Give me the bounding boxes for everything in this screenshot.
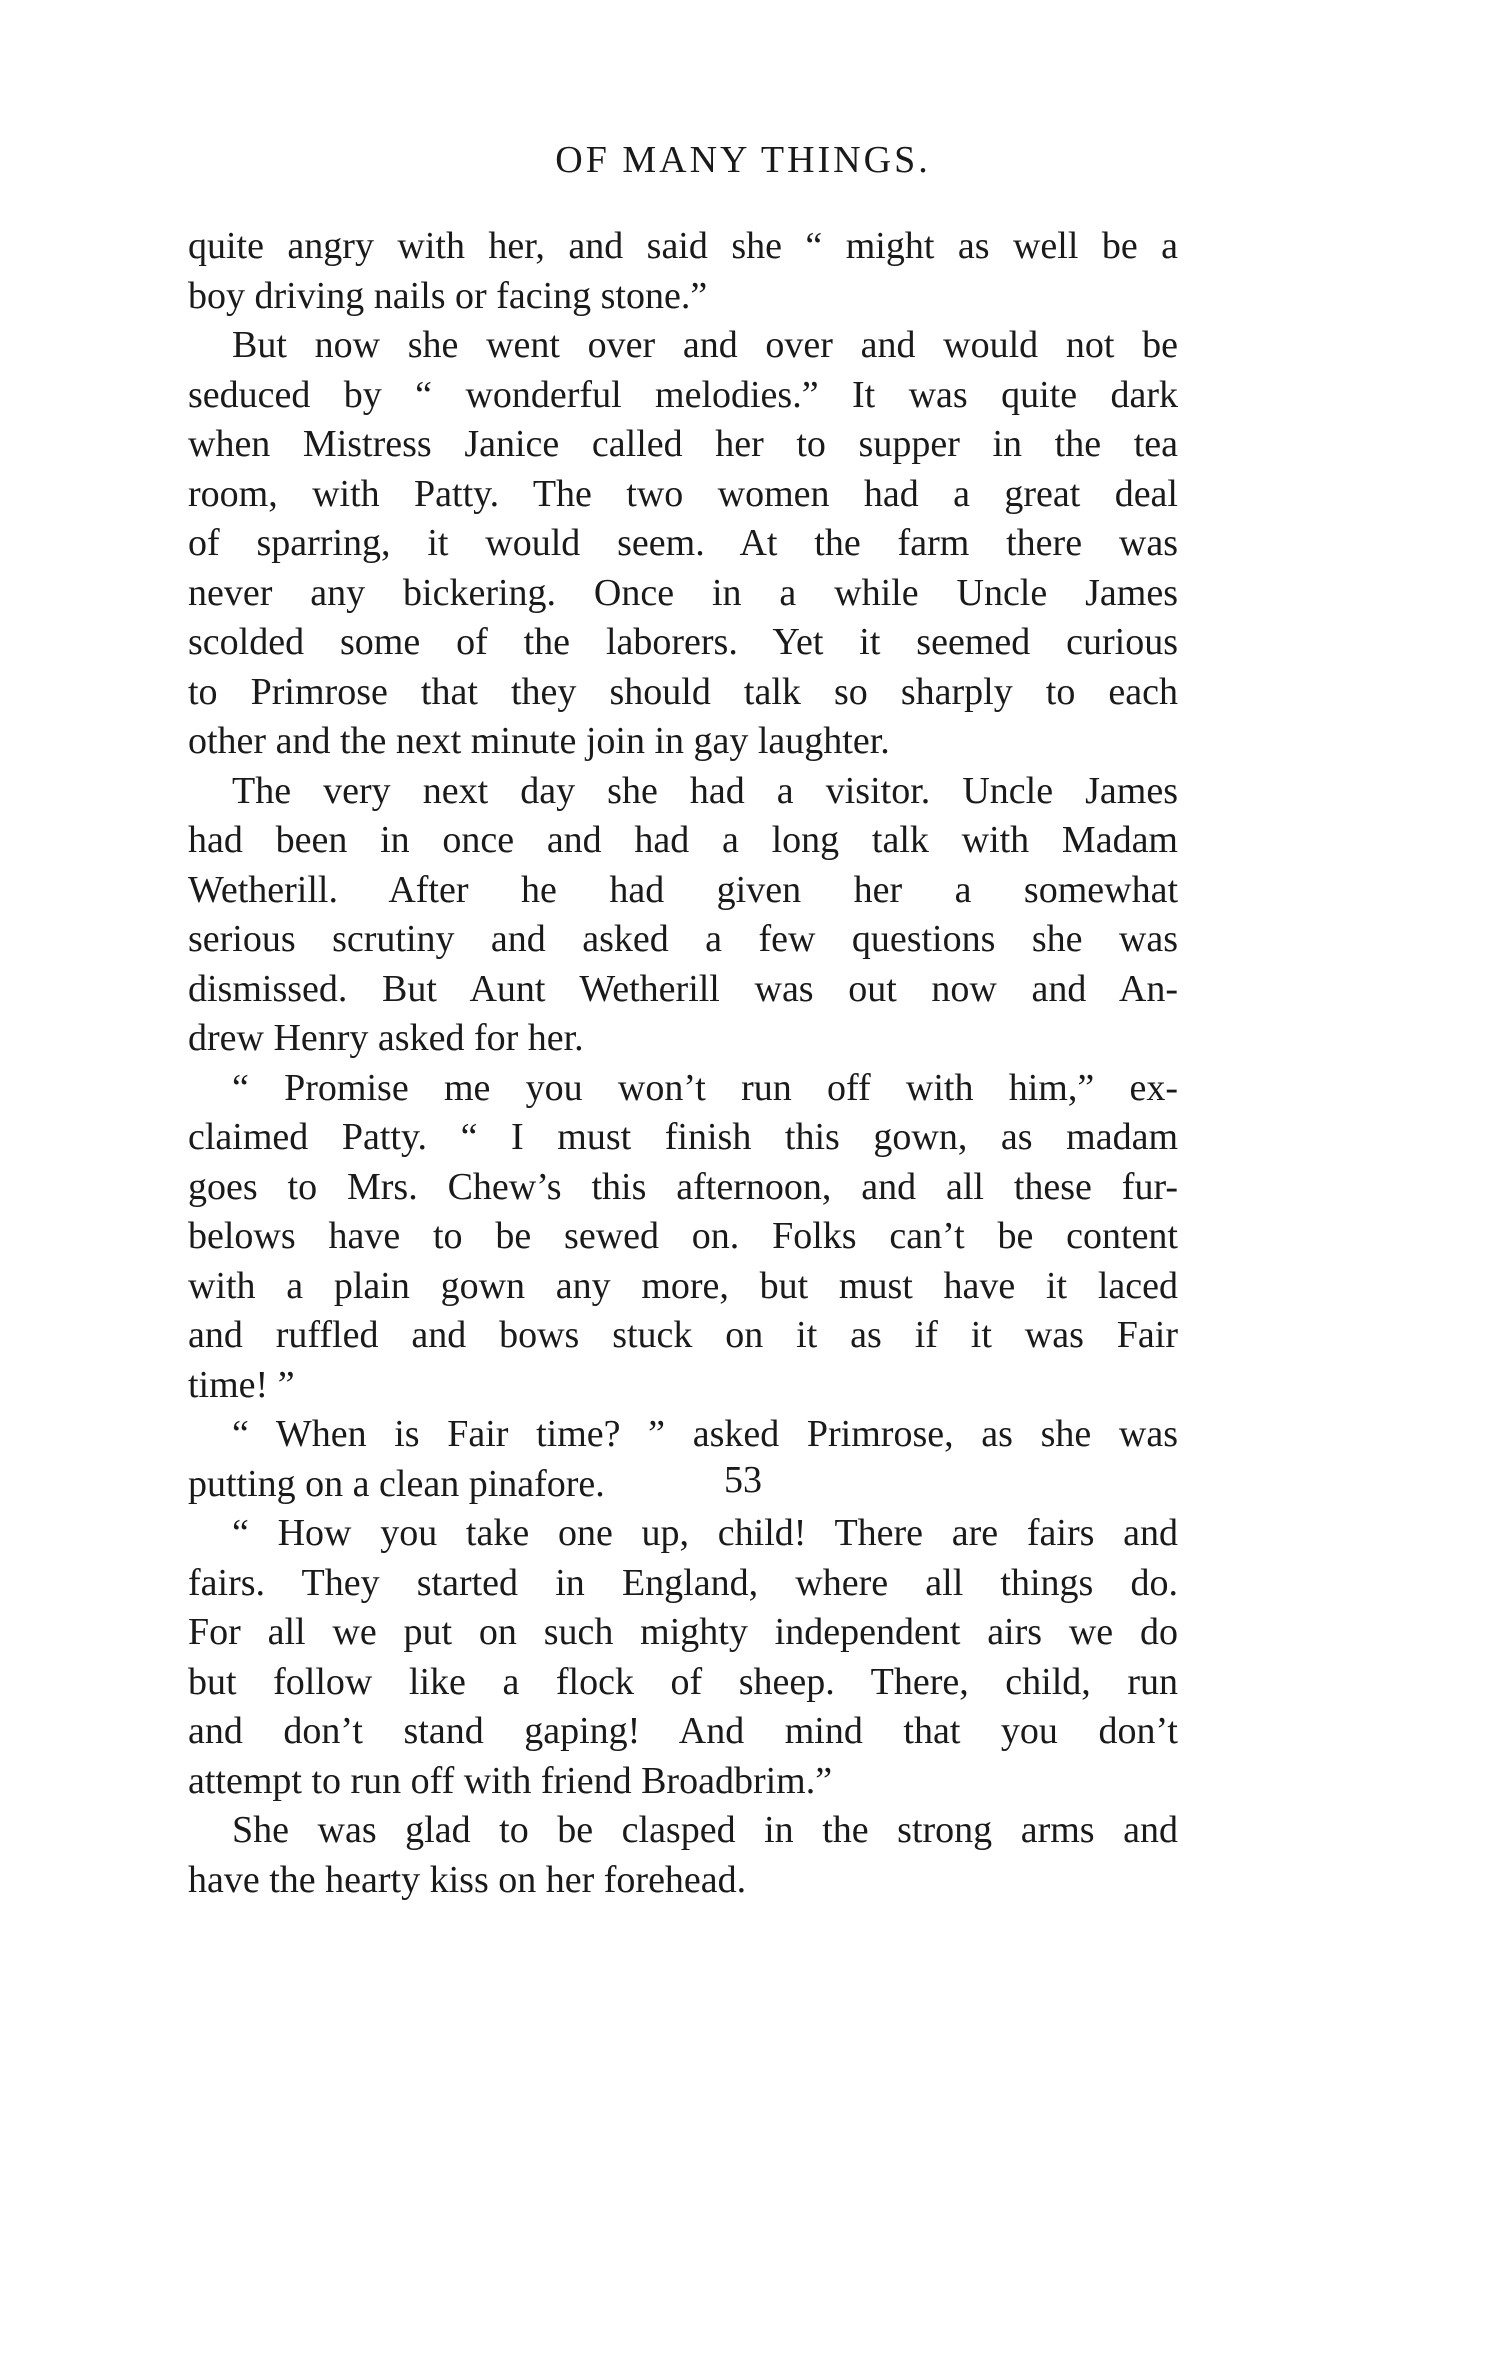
text-line: drew Henry asked for her. xyxy=(188,1017,584,1059)
paragraph xyxy=(188,222,1178,321)
text-line: seduced by “ wonderful melodies.” It was quite dark xyxy=(188,373,1178,416)
text-line: Wetherill. After he had given her a somewhat xyxy=(188,868,1178,911)
text-line: dismissed. But Aunt Wetherill was out now and An- xyxy=(188,967,1178,1010)
text-line: For all we put on such mighty independent airs we do xyxy=(188,1611,1178,1653)
text-line: scolded some of the laborers. Yet it seemed curious xyxy=(188,621,1178,663)
paragraph xyxy=(188,1064,1178,1411)
text-line: serious scrutiny and asked a few questions she was xyxy=(188,918,1178,960)
paragraph xyxy=(188,767,1178,1064)
text-line: other and the next minute join in gay laughter. xyxy=(188,720,890,762)
text-line: to Primrose that they should talk so sharply to each xyxy=(188,670,1178,713)
paragraph xyxy=(188,321,1178,767)
text-line: “ How you take one up, child! There are fairs and xyxy=(232,1512,1178,1554)
text-line: and ruffled and bows stuck on it as if it was Fair xyxy=(188,1314,1178,1356)
body-text xyxy=(188,222,1178,1905)
text-line: “ Promise me you won’t run off with him,” ex- xyxy=(232,1066,1178,1109)
text-line: putting on a clean pinafore. xyxy=(188,1462,605,1505)
text-line: The very next day she had a visitor. Uncle James xyxy=(232,769,1178,812)
page-number: 53 xyxy=(724,1459,762,1501)
text-line: of sparring, it would seem. At the farm there was xyxy=(188,522,1178,564)
text-line: goes to Mrs. Chew’s this afternoon, and all these fur- xyxy=(188,1165,1178,1208)
text-line: had been in once and had a long talk with Madam xyxy=(188,819,1178,861)
text-line: attempt to run off with friend Broadbrim.” xyxy=(188,1759,833,1802)
text-line: claimed Patty. “ I must finish this gown, as madam xyxy=(188,1116,1178,1158)
text-line: but follow like a flock of sheep. There, child, run xyxy=(188,1660,1178,1703)
text-line: when Mistress Janice called her to supper in the tea xyxy=(188,423,1178,465)
text-line: But now she went over and over and would not be xyxy=(232,324,1178,366)
text-line: quite angry with her, and said she “ might as well be a xyxy=(188,225,1178,267)
paragraph xyxy=(188,1509,1178,1806)
text-line: belows have to be sewed on. Folks can’t be content xyxy=(188,1215,1178,1257)
text-line: “ When is Fair time? ” asked Primrose, as she was xyxy=(232,1413,1178,1455)
text-line: boy driving nails or facing stone.” xyxy=(188,274,708,317)
paragraph xyxy=(188,1806,1178,1905)
text-line: and don’t stand gaping! And mind that you don’t xyxy=(188,1710,1178,1752)
text-line: have the hearty kiss on her forehead. xyxy=(188,1858,747,1901)
running-head: OF MANY THINGS. xyxy=(555,139,931,181)
text-line: She was glad to be clasped in the strong arms and xyxy=(232,1809,1178,1851)
text-line: with a plain gown any more, but must have it laced xyxy=(188,1264,1178,1307)
text-line: fairs. They started in England, where all things do. xyxy=(188,1561,1178,1604)
text-line: room, with Patty. The two women had a great deal xyxy=(188,472,1178,515)
text-line: time! ” xyxy=(188,1363,295,1406)
text-line: never any bickering. Once in a while Uncle James xyxy=(188,571,1178,614)
